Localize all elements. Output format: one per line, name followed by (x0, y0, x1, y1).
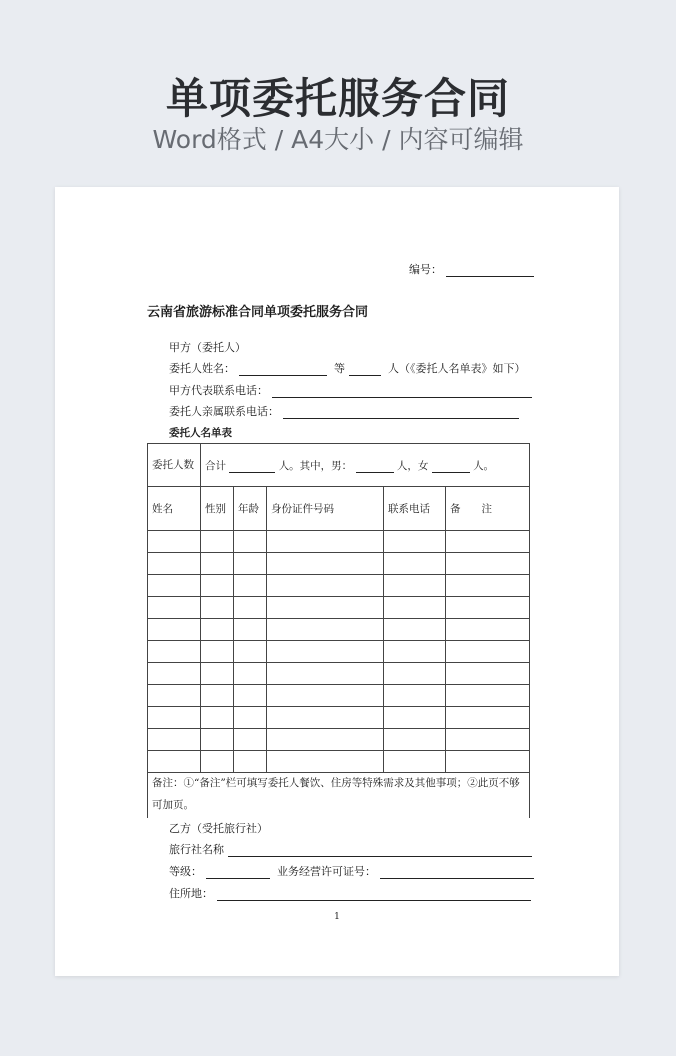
roster-blank-cell (201, 685, 234, 707)
roster-blank-cell (446, 619, 530, 641)
roster-blank-cell (384, 707, 446, 729)
roster-blank-cell (267, 575, 384, 597)
address-line (169, 885, 531, 901)
page-number: 1 (334, 912, 340, 922)
roster-blank-cell (267, 553, 384, 575)
roster-blank-cell (446, 531, 530, 553)
relative-phone-blank (283, 406, 519, 419)
male-blank (356, 460, 394, 473)
grade-blank (206, 866, 270, 879)
roster-blank-cell (234, 531, 267, 553)
roster-blank-cell (267, 619, 384, 641)
total-prefix: 合计 (205, 459, 226, 472)
roster-blank-row (148, 707, 530, 729)
serial-number-blank (446, 264, 534, 277)
rep-phone-label: 甲方代表联系电话： (169, 384, 268, 397)
roster-blank-cell (201, 553, 234, 575)
client-name-suffix: 人（《委托人名单表》如下） (388, 362, 526, 375)
license-blank (380, 866, 534, 879)
total-mid: 人。其中，男： (278, 459, 353, 472)
col-header-age: 年龄 (234, 487, 267, 531)
roster-blank-cell (148, 575, 201, 597)
roster-blank-cell (148, 729, 201, 751)
roster-blank-cell (384, 619, 446, 641)
roster-blank-cell (267, 531, 384, 553)
roster-blank-cell (234, 619, 267, 641)
address-blank (217, 888, 531, 901)
banner-subtitle: Word格式 / A4大小 / 内容可编辑 (152, 125, 524, 154)
roster-blank-cell (267, 729, 384, 751)
roster-body (148, 531, 530, 773)
agency-name-line (169, 841, 532, 857)
roster-blank-row (148, 531, 530, 553)
col-header-phone: 联系电话 (384, 487, 446, 531)
document-title: 云南省旅游标准合同单项委托服务合同 (147, 305, 369, 320)
roster-blank-cell (267, 597, 384, 619)
roster-blank-cell (267, 641, 384, 663)
rep-phone-line (169, 382, 532, 398)
roster-blank-cell (384, 641, 446, 663)
total-blank (229, 460, 275, 473)
roster-blank-cell (384, 575, 446, 597)
col-header-gender: 性别 (201, 487, 234, 531)
roster-blank-cell (201, 597, 234, 619)
roster-blank-cell (234, 663, 267, 685)
roster-blank-cell (148, 641, 201, 663)
roster-blank-cell (148, 619, 201, 641)
roster-blank-row (148, 575, 530, 597)
roster-blank-cell (446, 575, 530, 597)
relative-phone-label: 委托人亲属联系电话： (169, 405, 279, 418)
roster-blank-cell (201, 729, 234, 751)
roster-blank-cell (267, 685, 384, 707)
roster-blank-cell (446, 685, 530, 707)
roster-blank-cell (446, 597, 530, 619)
relative-phone-line (169, 403, 519, 419)
client-count-blank (349, 363, 381, 376)
license-label: 业务经营许可证号： (277, 865, 376, 878)
col-header-remark: 备 注 (446, 487, 530, 531)
client-name-label: 委托人姓名： (169, 362, 235, 375)
roster-blank-cell (267, 663, 384, 685)
total-male-suffix: 人，女 (396, 459, 429, 472)
roster-blank-row (148, 597, 530, 619)
roster-blank-cell (201, 641, 234, 663)
roster-blank-cell (201, 707, 234, 729)
roster-blank-cell (201, 531, 234, 553)
roster-blank-cell (384, 531, 446, 553)
roster-blank-cell (384, 663, 446, 685)
roster-blank-cell (446, 729, 530, 751)
roster-blank-cell (201, 663, 234, 685)
roster-note: 备注：①“备注”栏可填写委托人餐饮、住房等特殊需求及其他事项；②此页不够可加页。 (147, 770, 530, 818)
roster-blank-cell (148, 531, 201, 553)
roster-blank-row (148, 641, 530, 663)
roster-blank-cell (234, 553, 267, 575)
grade-label: 等级： (169, 865, 202, 878)
roster-blank-row (148, 729, 530, 751)
roster-blank-cell (148, 553, 201, 575)
client-name-blank (239, 363, 327, 376)
grade-license-line (169, 863, 534, 879)
agency-name-blank (228, 844, 532, 857)
serial-number-label: 编号： (409, 263, 442, 276)
roster-blank-cell (234, 707, 267, 729)
banner-title: 单项委托服务合同 (165, 74, 510, 123)
serial-number-line (409, 261, 534, 277)
roster-blank-cell (446, 641, 530, 663)
roster-blank-cell (201, 575, 234, 597)
roster-blank-cell (148, 597, 201, 619)
roster-header-row (148, 487, 530, 531)
roster-blank-row (148, 663, 530, 685)
roster-blank-row (148, 685, 530, 707)
roster-blank-cell (234, 685, 267, 707)
roster-blank-row (148, 553, 530, 575)
total-end: 人。 (473, 459, 495, 472)
roster-summary-row (148, 444, 530, 487)
roster-blank-cell (234, 597, 267, 619)
female-blank (432, 460, 470, 473)
roster-blank-cell (234, 575, 267, 597)
col-header-name: 姓名 (148, 487, 201, 531)
client-name-line (169, 360, 526, 376)
roster-blank-cell (148, 707, 201, 729)
roster-blank-cell (446, 707, 530, 729)
roster-blank-cell (234, 729, 267, 751)
roster-table (147, 443, 530, 773)
party-a-heading: 甲方（委托人） (169, 341, 246, 354)
roster-blank-cell (384, 685, 446, 707)
roster-blank-cell (148, 663, 201, 685)
roster-blank-cell (148, 685, 201, 707)
roster-blank-cell (446, 553, 530, 575)
address-label: 住所地： (169, 887, 213, 900)
roster-blank-cell (267, 707, 384, 729)
agency-name-label: 旅行社名称 (169, 843, 224, 856)
total-cell (201, 444, 530, 487)
roster-blank-cell (201, 619, 234, 641)
roster-blank-cell (446, 663, 530, 685)
roster-blank-cell (384, 553, 446, 575)
client-name-mid: 等 (334, 362, 345, 375)
roster-blank-row (148, 619, 530, 641)
roster-blank-cell (234, 641, 267, 663)
col-header-id: 身份证件号码 (267, 487, 384, 531)
roster-blank-cell (384, 597, 446, 619)
party-b-heading: 乙方（受托旅行社） (169, 822, 268, 835)
roster-heading: 委托人名单表 (169, 427, 232, 439)
count-label-cell: 委托人数 (148, 444, 201, 487)
document-page (55, 187, 619, 976)
rep-phone-blank (272, 385, 532, 398)
roster-blank-cell (384, 729, 446, 751)
